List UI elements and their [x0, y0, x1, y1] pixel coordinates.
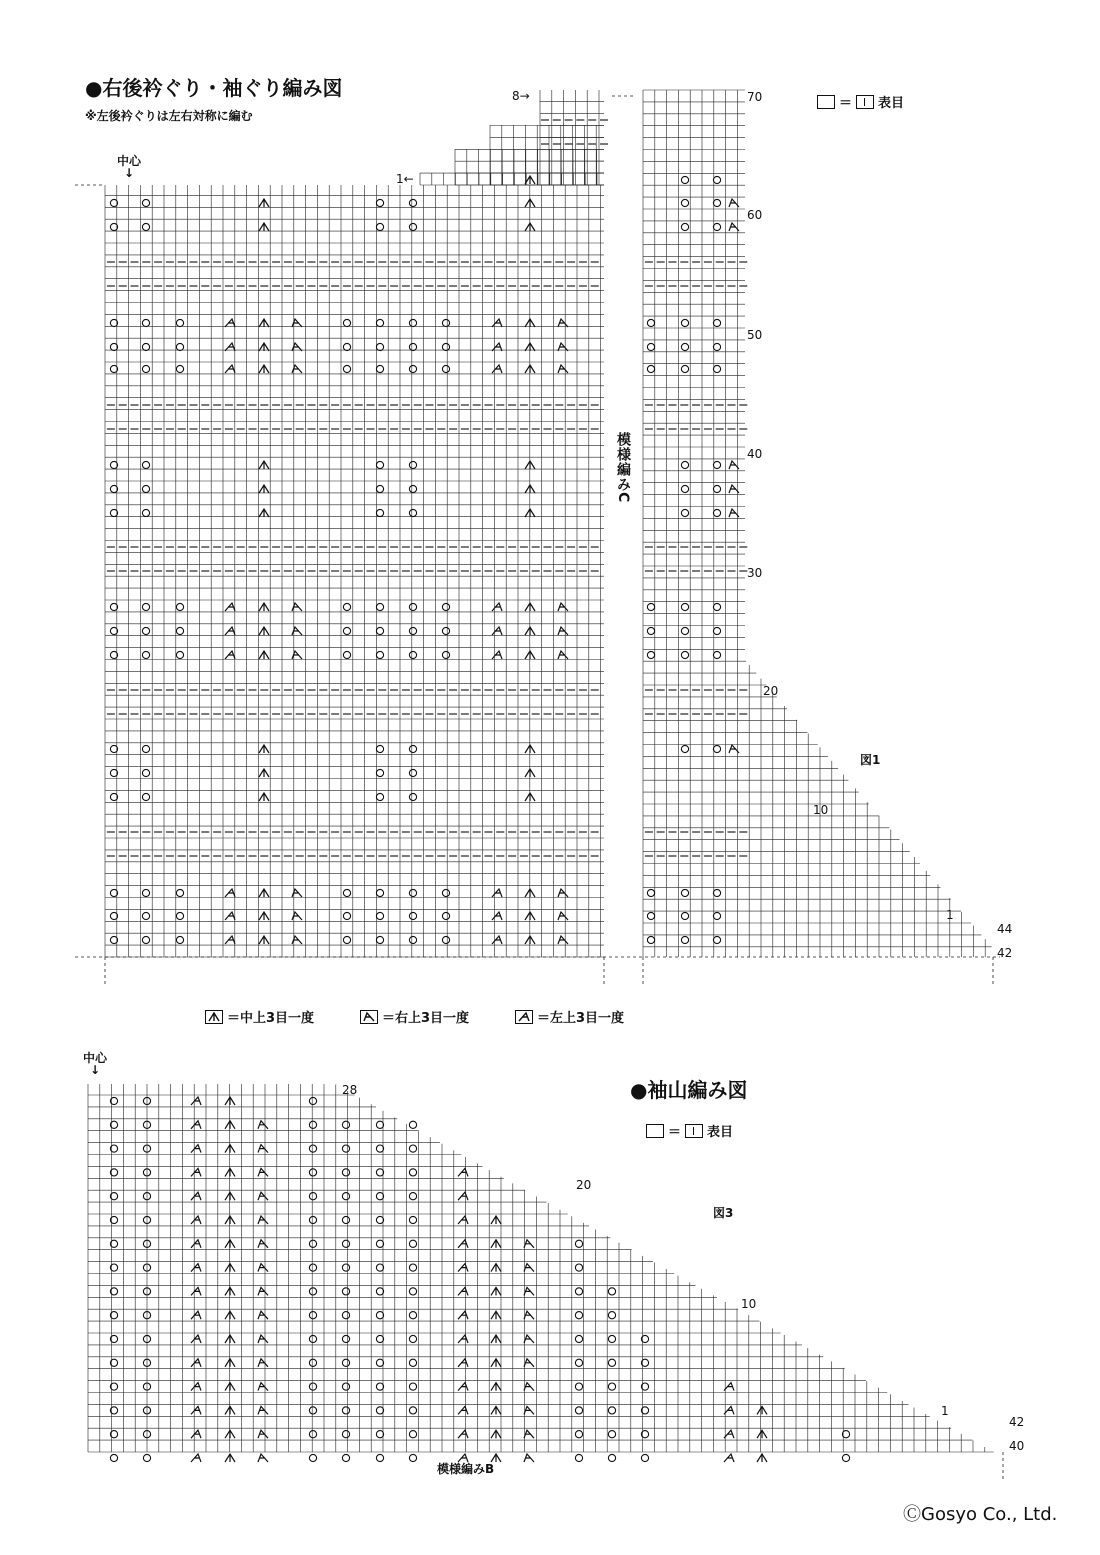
stitch-legend-right3-text: ＝右上3目一度 — [382, 1011, 470, 1026]
fig1-corner-label: 42 — [997, 946, 1013, 960]
fig3-legend-text: 表目 — [707, 1125, 734, 1140]
fig3-corner-label: 1 — [941, 1404, 949, 1418]
fig1-grid — [75, 90, 1000, 985]
fig1-note: ※左後衿ぐりは左右対称に編む — [85, 109, 253, 123]
fig1-row-label: 20 — [763, 684, 779, 698]
fig1-center-label: 中心 — [117, 154, 142, 168]
center-3-together-icon — [205, 1010, 223, 1024]
stitch-legend-center3 — [205, 1007, 314, 1026]
fig3-corner-label: 40 — [1009, 1439, 1025, 1453]
fig1-corner-label: 1 — [946, 908, 954, 922]
fig1-marker-8: 8→ — [512, 89, 530, 103]
stitch-legend-left3 — [515, 1007, 624, 1026]
fig3-title: ●袖山編み図 — [630, 1078, 748, 1102]
fig1-row-label: 70 — [747, 90, 763, 104]
fig1-marker-1: 1← — [396, 172, 414, 186]
fig3-center-arrow: ↓ — [90, 1063, 101, 1077]
fig1-legend-text: 表目 — [878, 96, 905, 111]
fig3-legend-eq: ＝ — [668, 1125, 682, 1140]
fig3-chart — [0, 1040, 1100, 1480]
copyright: ⒸGosyo Co., Ltd. — [903, 1504, 1058, 1525]
fig1-legend-eq: ＝ — [839, 96, 853, 111]
fig3-row-label: 28 — [342, 1083, 358, 1097]
fig3-grid — [88, 1084, 1003, 1480]
stitch-legend-right3 — [360, 1007, 469, 1026]
fig1-center-arrow: ↓ — [124, 166, 135, 180]
fig3-row-label: 10 — [741, 1297, 757, 1311]
fig1-row-label: 40 — [747, 447, 763, 461]
fig1-row-label: 30 — [747, 566, 763, 580]
fig1-row-label: 10 — [813, 803, 829, 817]
right-3-together-icon — [360, 1010, 378, 1024]
left-3-together-icon — [515, 1010, 533, 1024]
fig1-title: ●右後衿ぐり・袖ぐり編み図 — [85, 76, 343, 100]
fig1-side-label: 模様編みC — [615, 432, 631, 504]
stitch-legend-center3-text: ＝中上3目一度 — [227, 1011, 315, 1026]
fig3-bottom-label: 模様編みB — [437, 1462, 495, 1476]
stitch-legend-left3-text: ＝左上3目一度 — [537, 1011, 625, 1026]
fig1-corner-label: 44 — [997, 922, 1013, 936]
fig3-corner-label: 42 — [1009, 1415, 1025, 1429]
fig3-row-label: 20 — [576, 1178, 592, 1192]
fig1-row-label: 60 — [747, 208, 763, 222]
fig1-figure-label: 図1 — [860, 753, 881, 767]
fig1-row-label: 50 — [747, 328, 763, 342]
fig3-center-label: 中心 — [83, 1051, 108, 1065]
fig3-figure-label: 図3 — [713, 1206, 734, 1220]
